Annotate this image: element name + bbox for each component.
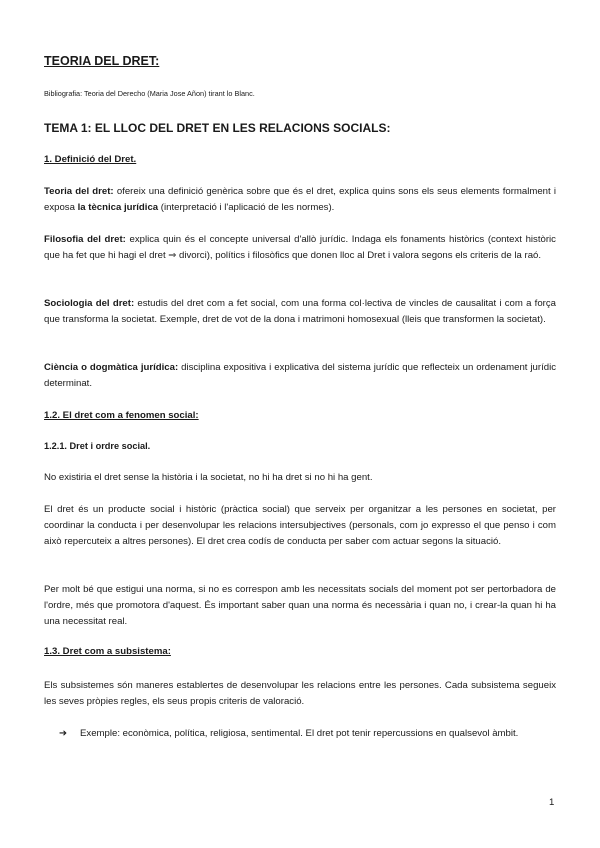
- ciencia-text: disciplina expositiva i explicativa del sistema jurídic que reflecteix un ordenament jurídic determinat.: [44, 362, 556, 389]
- paragraph-dret-producte-social: El dret és un producte social i històric (pràctica social) que serveix per organitzar a les persones en societat, per coordinar la conducta i per desenvolupar les relacions intersubjectives (personals, com jo expresso el que penso i com això repercuteix a altres persones). El dret crea codís de conducta per saber com actuar segons la situació.: [44, 504, 556, 547]
- sociologia-text: estudis del dret com a fet social, com una forma col·lectiva de vincles de causalitat i com a força que transforma la societat. Exemple, dret de vot de la dona i matrimoni homosexual (lleis que transformen la societat).: [44, 298, 556, 325]
- tecnica-juridica-emphasis: la tècnica jurídica: [77, 202, 159, 213]
- topic-heading: TEMA 1: EL LLOC DEL DRET EN LES RELACIONS SOCIALS:: [44, 121, 391, 135]
- teoria-text-b: (interpretació i l'aplicació de les normes).: [158, 202, 335, 213]
- section-1-2-heading: 1.2. El dret com a fenomen social:: [44, 410, 199, 421]
- term-ciencia-juridica: Ciència o dogmàtica jurídica:: [44, 362, 179, 373]
- paragraph-subsistemes: Els subsistemes són maneres establertes de desenvolupar les relacions entre les persones. Cada subsistema segueix les seves pròpies regles, els seus propis criteris de valoració.: [44, 680, 556, 707]
- section-1-heading: 1. Definició del Dret.: [44, 154, 137, 165]
- term-sociologia-del-dret: Sociologia del dret:: [44, 298, 135, 309]
- document-title: TEORIA DEL DRET:: [44, 54, 160, 68]
- paragraph-ciencia-juridica: [44, 360, 556, 392]
- term-teoria-del-dret: Teoria del dret:: [44, 186, 114, 197]
- filosofia-text: explica quin és el concepte universal d'allò jurídic. Indaga els fonaments històrics (context històric que ha fet que hi hagi el dret ⇒ divorci), polítics i filosòfics que donen lloc al Dret i valora segons els criteris de la raó.: [44, 234, 556, 261]
- section-1-2-1-heading: 1.2.1. Dret i ordre social.: [44, 441, 151, 451]
- paragraph-sociologia-del-dret: [44, 296, 556, 328]
- arrow-right-icon: ➔: [59, 728, 68, 739]
- paragraph-filosofia-del-dret: [44, 232, 556, 264]
- paragraph-teoria-del-dret: [44, 184, 556, 216]
- page-number: 1: [549, 797, 555, 808]
- paragraph-norma-necessitats: Per molt bé que estigui una norma, si no es correspon amb les necessitats socials del moment pot ser pertorbadora de l'ordre, més que promotora d'aquest. És important saber quan una norma és necessària i quan no, i crear-la quan hi ha una necessitat real.: [44, 584, 556, 627]
- bibliography-note: Bibliografia: Teoria del Derecho (Maria Jose Añon) tirant lo Blanc.: [44, 89, 255, 98]
- bullet-text: Exemple: econòmica, política, religiosa, sentimental. El dret pot tenir repercussions en qualsevol àmbit.: [80, 728, 519, 739]
- section-1-3-heading: 1.3. Dret com a subsistema:: [44, 646, 171, 657]
- teoria-text-a: ofereix una definició genèrica sobre que és el dret, explica quins sons els seus elements formalment i exposa: [44, 186, 556, 213]
- paragraph-dret-historia: No existiria el dret sense la història i la societat, no hi ha dret si no hi ha gent.: [44, 472, 373, 483]
- term-filosofia-del-dret: Filosofia del dret:: [44, 234, 126, 245]
- bullet-item: [59, 726, 556, 742]
